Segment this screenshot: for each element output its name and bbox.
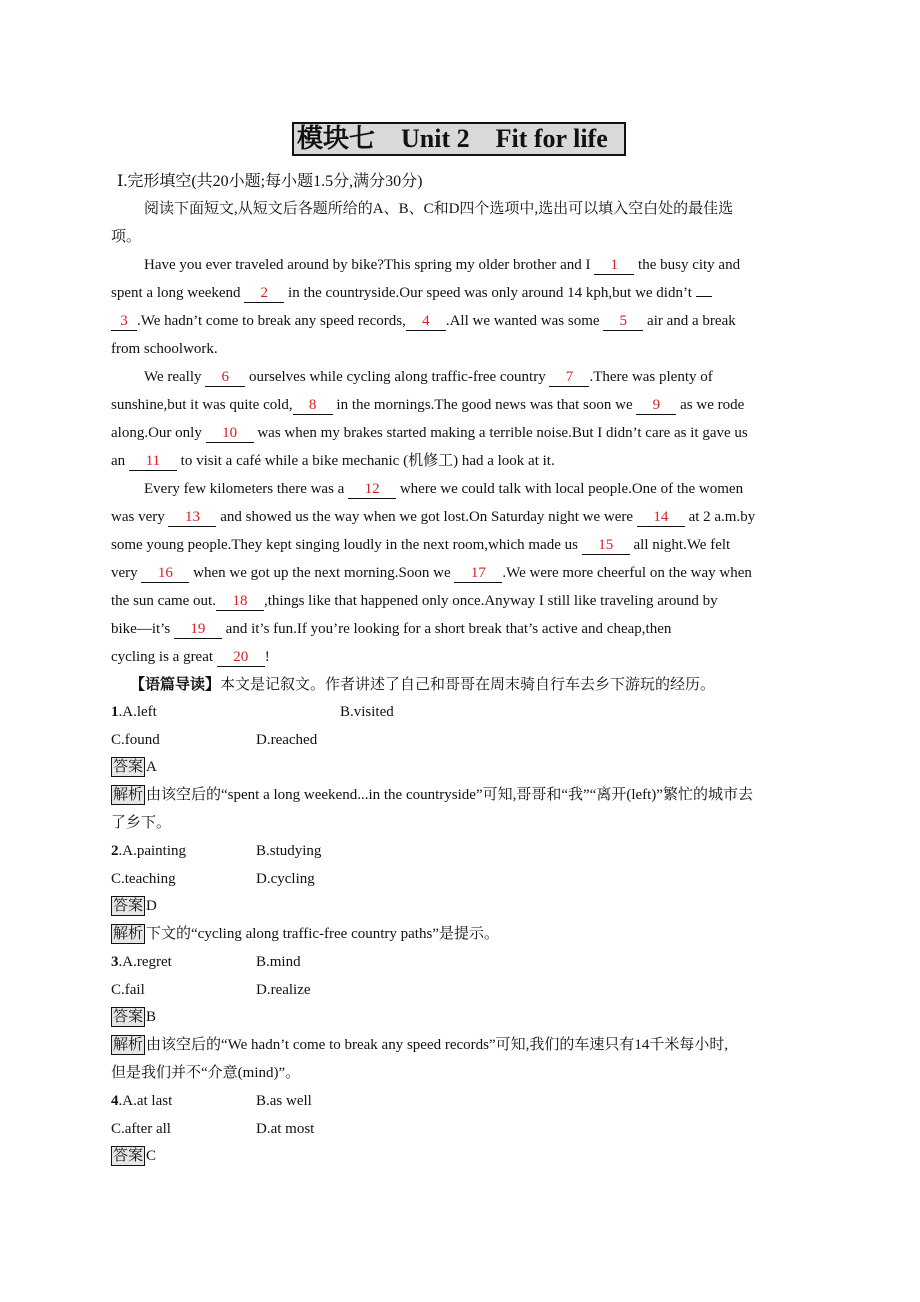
passage-line	[144, 367, 713, 387]
passage-text: bike—it’s	[111, 621, 174, 637]
question-4-options-row-1: 4.A.at last	[111, 1093, 173, 1109]
blank-14: 14	[637, 508, 685, 527]
passage-text: some young people.They kept singing loudly in the next room,which made us	[111, 537, 582, 553]
passage-text: in the mornings.The good news was that soon we	[332, 397, 637, 413]
option-c: C.fail	[111, 982, 145, 998]
option-c: C.found	[111, 732, 160, 748]
answer-line	[111, 896, 157, 916]
analysis-line	[111, 924, 499, 944]
passage-text: an	[111, 453, 129, 469]
option-d: D.cycling	[256, 871, 315, 887]
analysis-text: 由该空后的“spent a long weekend...in the countryside”可知,哥哥和“我”“离开(left)”繁忙的城市去	[146, 787, 753, 803]
analysis-tag: 解析	[113, 787, 144, 803]
passage-text: and it’s fun.If you’re looking for a short break that’s active and cheap,then	[221, 621, 672, 637]
blank-4: 4	[406, 312, 446, 331]
answer-tag: 答案	[113, 1148, 144, 1164]
question-3-options-row-1: 3.A.regret	[111, 954, 172, 970]
answer-line	[111, 1146, 156, 1166]
passage-line	[111, 339, 218, 359]
answer-value: A	[146, 759, 157, 775]
analysis-line-2: 但是我们并不“介意(mind)”。	[111, 1065, 301, 1081]
passage-line	[111, 283, 712, 303]
passage-text: as we rode	[676, 397, 745, 413]
blank-16: 16	[141, 564, 189, 583]
blank-20: 20	[217, 648, 265, 667]
reading-guide	[130, 675, 715, 695]
option-a: A.painting	[122, 843, 186, 859]
passage-text: very	[111, 565, 142, 581]
passage-text: Have you ever traveled around by bike?This spring my older brother and I	[144, 257, 595, 273]
passage-text: spent a long weekend	[111, 285, 245, 301]
passage-line	[111, 619, 671, 639]
blank-10: 10	[206, 424, 254, 443]
passage-text: was very	[111, 509, 169, 525]
answer-value: C	[146, 1148, 157, 1164]
option-b: B.studying	[256, 843, 322, 859]
question-number: 1	[111, 704, 119, 720]
answer-tag: 答案	[113, 898, 144, 914]
answer-value: D	[146, 898, 157, 914]
blank-6: 6	[205, 368, 245, 387]
passage-text: cycling is a great	[111, 649, 217, 665]
passage-line	[111, 507, 755, 527]
option-a: A.regret	[122, 954, 172, 970]
blank-1: 1	[594, 256, 634, 275]
passage-text: Every few kilometers there was a	[144, 481, 349, 497]
passage-text: .There was plenty of	[589, 369, 713, 385]
analysis-line	[111, 1035, 728, 1055]
passage-text: .We hadn’t come to break any speed records,	[137, 313, 406, 329]
analysis-text: 下文的“cycling along traffic-free country paths”是提示。	[146, 926, 499, 942]
guide-text: 本文是记叙文。作者讲述了自己和哥哥在周末骑自行车去乡下游玩的经历。	[220, 677, 716, 693]
blank-12: 12	[348, 480, 396, 499]
blank-3-start	[696, 296, 712, 297]
blank-8: 8	[293, 396, 333, 415]
passage-text: air and a break	[643, 313, 736, 329]
passage-line	[144, 255, 740, 275]
passage-line	[111, 563, 752, 583]
passage-line	[111, 591, 718, 611]
blank-5: 5	[603, 312, 643, 331]
analysis-tag: 解析	[113, 926, 144, 942]
option-b: B.visited	[340, 704, 394, 720]
answer-value: B	[146, 1009, 157, 1025]
passage-line	[144, 479, 743, 499]
passage-text: where we could talk with local people.One of the women	[396, 481, 744, 497]
answer-tag: 答案	[113, 759, 144, 775]
option-a: A.left	[122, 704, 157, 720]
passage-text: to visit a café while a bike mechanic (机修工) had a look at it.	[176, 453, 555, 469]
passage-text: We really	[144, 369, 206, 385]
passage-line	[111, 395, 744, 415]
passage-text: all night.We felt	[629, 537, 731, 553]
passage-text: .All we wanted was some	[445, 313, 604, 329]
passage-text: ourselves while cycling along traffic-free country	[245, 369, 550, 385]
answer-line	[111, 757, 157, 777]
analysis-line-2: 了乡下。	[111, 815, 172, 831]
analysis-line	[111, 785, 753, 805]
passage-line	[111, 311, 736, 331]
passage-text: from schoolwork.	[111, 341, 218, 357]
instruction-line-1: 阅读下面短文,从短文后各题所给的A、B、C和D四个选项中,选出可以填入空白处的最佳选	[144, 201, 734, 217]
option-b: B.mind	[256, 954, 301, 970]
blank-9: 9	[636, 396, 676, 415]
answer-tag: 答案	[113, 1009, 144, 1025]
passage-text: and showed us the way when we got lost.On Saturday night we were	[216, 509, 637, 525]
passage-text: sunshine,but it was quite cold,	[111, 397, 293, 413]
analysis-text: 由该空后的“We hadn’t come to break any speed records”可知,我们的车速只有14千米每小时,	[146, 1037, 729, 1053]
passage-line	[111, 535, 730, 555]
blank-3: 3	[111, 312, 137, 331]
option-c: C.teaching	[111, 871, 176, 887]
blank-18: 18	[216, 592, 264, 611]
option-b: B.as well	[256, 1093, 312, 1109]
blank-2: 2	[244, 284, 284, 303]
option-d: D.reached	[256, 732, 318, 748]
question-number: 3	[111, 954, 119, 970]
blank-19: 19	[174, 620, 222, 639]
blank-11: 11	[129, 452, 177, 471]
passage-text: !	[264, 649, 270, 665]
option-c: C.after all	[111, 1121, 171, 1137]
question-number: 4	[111, 1093, 119, 1109]
passage-text: at 2 a.m.by	[684, 509, 756, 525]
instruction-line-2: 项。	[111, 229, 142, 245]
analysis-tag: 解析	[113, 1037, 144, 1053]
question-2-options-row-1: 2.A.painting	[111, 843, 186, 859]
blank-17: 17	[454, 564, 502, 583]
blank-15: 15	[582, 536, 630, 555]
passage-text: along.Our only	[111, 425, 206, 441]
question-1-options-row-1: 1.A.left	[111, 704, 157, 720]
blank-7: 7	[549, 368, 589, 387]
passage-line	[111, 423, 748, 443]
question-number: 2	[111, 843, 119, 859]
passage-text: was when my brakes started making a terrible noise.But I didn’t care as it gave us	[253, 425, 748, 441]
blank-13: 13	[168, 508, 216, 527]
passage-line	[111, 451, 555, 471]
option-d: D.realize	[256, 982, 311, 998]
option-a: A.at last	[122, 1093, 173, 1109]
answer-line	[111, 1007, 156, 1027]
page-title: 模块七 Unit 2 Fit for life	[292, 122, 626, 156]
passage-line	[111, 647, 270, 667]
passage-text: when we got up the next morning.Soon we	[189, 565, 455, 581]
passage-text: the sun came out.	[111, 593, 216, 609]
option-d: D.at most	[256, 1121, 315, 1137]
passage-text: ,things like that happened only once.Anyway I still like traveling around by	[263, 593, 718, 609]
passage-text: in the countryside.Our speed was only around 14 kph,but we didn’t	[284, 285, 696, 301]
passage-text: .We were more cheerful on the way when	[502, 565, 752, 581]
passage-text: the busy city and	[634, 257, 741, 273]
section-heading: Ⅰ.完形填空(共20小题;每小题1.5分,满分30分)	[117, 173, 423, 190]
guide-label: 【语篇导读】	[130, 677, 221, 693]
